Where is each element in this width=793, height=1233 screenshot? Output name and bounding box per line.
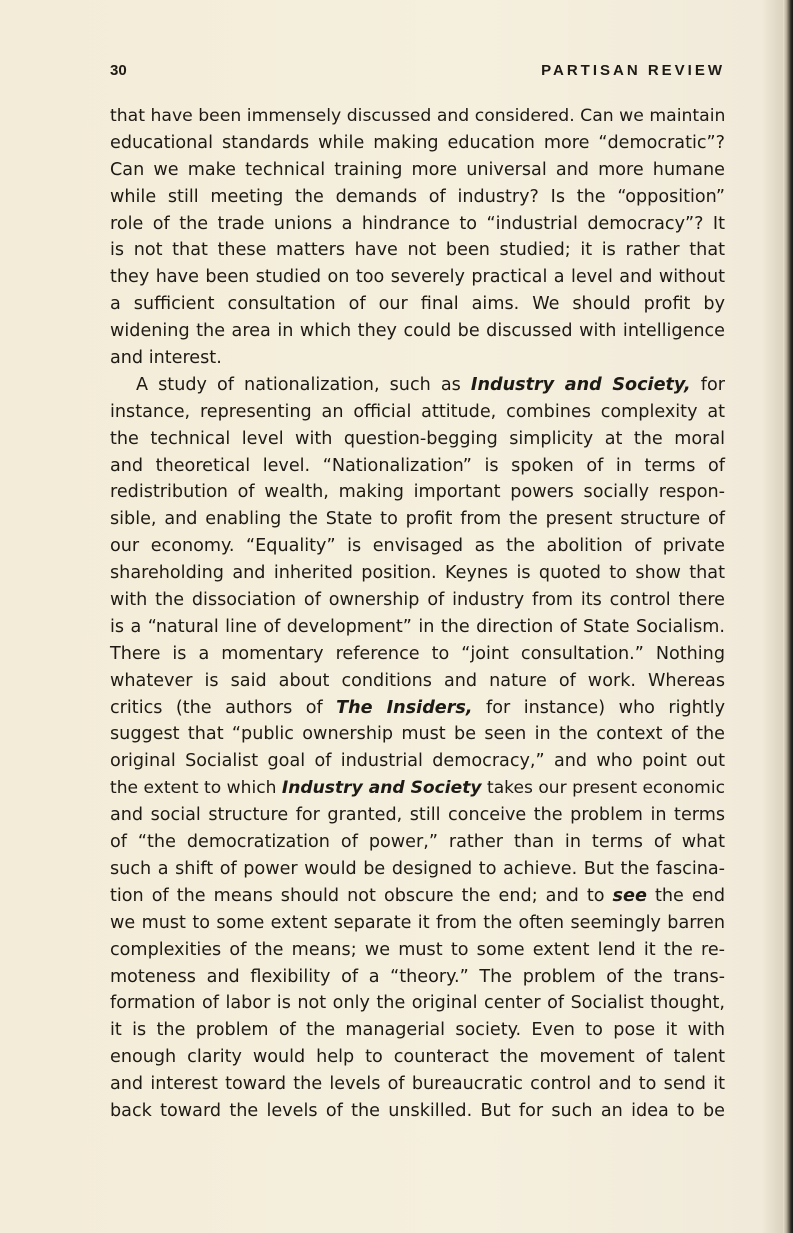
text-line: suggest that “public ownership must be seen in the context of the (110, 724, 725, 745)
text-line: original Socialist goal of industrial democracy,” and who point out (110, 751, 725, 772)
text-line: is a “natural line of development” in the direction of State Socialism. (110, 616, 725, 637)
page-edge-shadow (783, 0, 793, 1233)
text-line: role of the trade unions a hindrance to “industrial democracy”? It (110, 213, 725, 234)
text-line: critics (the authors of The Insiders, for instance) who rightly (110, 697, 725, 718)
book-title: Industry and Society (281, 778, 482, 799)
text-line: a sufficient consultation of our final aims. We should profit by (110, 294, 725, 315)
text-line: such a shift of power would be designed to achieve. But the fascina- (110, 858, 725, 879)
text-line: widening the area in which they could be discussed with intelligence (110, 321, 725, 342)
emphasis-word: see (612, 885, 647, 906)
text-line: enough clarity would help to counteract the movement of talent (110, 1047, 725, 1068)
text-line: and interest. (110, 348, 222, 369)
text-line: and social structure for granted, still conceive the problem in terms (110, 805, 725, 826)
text-line: the extent to which Industry and Society takes our present economic (110, 778, 725, 799)
book-title: Industry and Society, (470, 374, 691, 395)
text-line: and theoretical level. “Nationalization” is spoken of in terms of (110, 455, 725, 476)
text-line: is not that these matters have not been studied; it is rather that (110, 240, 725, 261)
text-line: complexities of the means; we must to some extent lend it the re- (110, 939, 725, 960)
text-line: we must to some extent separate it from the often seemingly barren (110, 912, 725, 933)
book-title: The Insiders, (336, 697, 473, 718)
text-line: formation of labor is not only the original center of Socialist thought, (110, 993, 725, 1014)
text-line: A study of nationalization, such as Industry and Society, for (136, 374, 725, 395)
text-line: There is a momentary reference to “joint consultation.” Nothing (110, 643, 725, 664)
text-line: while still meeting the demands of industry? Is the “opposition” (110, 186, 725, 207)
text-line: educational standards while making education more “democratic”? (110, 132, 725, 153)
text-line: sible, and enabling the State to profit from the present structure of (110, 509, 725, 530)
body-text (110, 103, 725, 1125)
text-line: it is the problem of the managerial society. Even to pose it with (110, 1020, 725, 1041)
text-line: tion of the means should not obscure the end; and to see the end (110, 885, 726, 906)
text-line: shareholding and inherited position. Keynes is quoted to show that (110, 563, 725, 584)
text-line: instance, representing an official attitude, combines complexity at (110, 401, 725, 422)
text-line: Can we make technical training more universal and more humane (110, 159, 725, 180)
running-head: PARTISAN REVIEW (541, 62, 725, 79)
text-line: back toward the levels of the unskilled. But for such an idea to be (110, 1100, 725, 1121)
page-number: 30 (110, 62, 127, 79)
text-line: that have been immensely discussed and considered. Can we maintain (110, 106, 726, 126)
text-line: and interest toward the levels of bureaucratic control and to send it (110, 1074, 725, 1095)
text-line: of “the democratization of power,” rather than in terms of what (110, 832, 725, 853)
text-line: the technical level with question-begging simplicity at the moral (110, 428, 725, 449)
text-line: redistribution of wealth, making important powers socially respon- (110, 482, 725, 503)
text-line: our economy. “Equality” is envisaged as the abolition of private (110, 536, 725, 557)
text-line: with the dissociation of ownership of industry from its control there (110, 590, 725, 611)
text-line: they have been studied on too severely practical a level and without (110, 267, 725, 288)
page-header (110, 62, 725, 86)
text-line: moteness and flexibility of a “theory.” The problem of the trans- (110, 966, 725, 987)
text-line: whatever is said about conditions and nature of work. Whereas (110, 670, 725, 691)
